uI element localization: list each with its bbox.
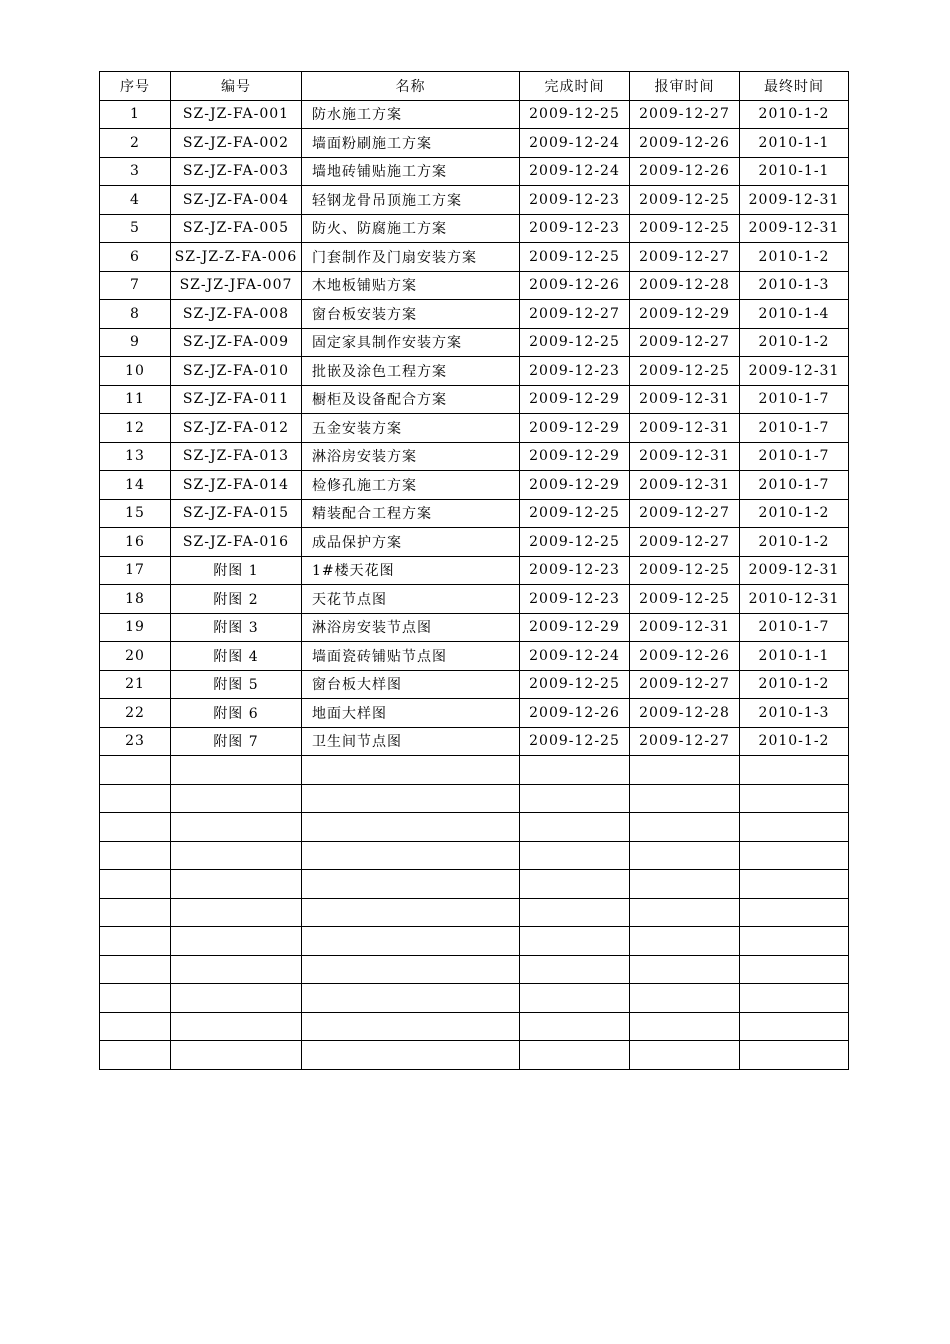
- name-cell: 墙面粉刷施工方案: [302, 129, 520, 158]
- seq-cell: [100, 927, 171, 956]
- header-row: [100, 72, 849, 101]
- review-time-cell: [630, 784, 740, 813]
- completion-time-cell: 2009-12-24: [520, 642, 630, 671]
- seq-cell: 16: [100, 528, 171, 557]
- code-cell: SZ-JZ-FA-005: [171, 214, 302, 243]
- completion-time-cell: [520, 841, 630, 870]
- seq-cell: 21: [100, 670, 171, 699]
- name-cell: [302, 870, 520, 899]
- review-time-cell: [630, 813, 740, 842]
- review-time-cell: 2009-12-25: [630, 585, 740, 614]
- final-time-cell: 2010-1-3: [740, 271, 849, 300]
- final-time-cell: 2009-12-31: [740, 556, 849, 585]
- code-cell: SZ-JZ-FA-016: [171, 528, 302, 557]
- name-cell: 墙地砖铺贴施工方案: [302, 157, 520, 186]
- review-time-cell: 2009-12-25: [630, 214, 740, 243]
- table-row: [100, 699, 849, 728]
- review-time-cell: [630, 898, 740, 927]
- completion-time-cell: 2009-12-26: [520, 271, 630, 300]
- table-body: [100, 100, 849, 1069]
- name-cell: 轻钢龙骨吊顶施工方案: [302, 186, 520, 215]
- table-header: [100, 72, 849, 101]
- table-row: [100, 129, 849, 158]
- header-code: 编号: [171, 72, 302, 101]
- table-row: [100, 1041, 849, 1070]
- code-cell: 附图 6: [171, 699, 302, 728]
- schedule-table: [99, 71, 849, 1070]
- name-cell: [302, 955, 520, 984]
- seq-cell: [100, 1041, 171, 1070]
- completion-time-cell: [520, 756, 630, 785]
- final-time-cell: 2009-12-31: [740, 186, 849, 215]
- final-time-cell: [740, 784, 849, 813]
- seq-cell: 8: [100, 300, 171, 329]
- code-cell: [171, 984, 302, 1013]
- seq-cell: [100, 870, 171, 899]
- completion-time-cell: 2009-12-27: [520, 300, 630, 329]
- code-cell: 附图 1: [171, 556, 302, 585]
- review-time-cell: [630, 841, 740, 870]
- table-row: [100, 670, 849, 699]
- name-cell: 固定家具制作安装方案: [302, 328, 520, 357]
- final-time-cell: [740, 955, 849, 984]
- completion-time-cell: 2009-12-26: [520, 699, 630, 728]
- review-time-cell: 2009-12-27: [630, 328, 740, 357]
- review-time-cell: 2009-12-26: [630, 129, 740, 158]
- table-row: [100, 984, 849, 1013]
- review-time-cell: 2009-12-31: [630, 442, 740, 471]
- final-time-cell: [740, 813, 849, 842]
- table-row: [100, 385, 849, 414]
- code-cell: SZ-JZ-FA-003: [171, 157, 302, 186]
- review-time-cell: 2009-12-25: [630, 556, 740, 585]
- name-cell: 门套制作及门扇安装方案: [302, 243, 520, 272]
- name-cell: 地面大样图: [302, 699, 520, 728]
- final-time-cell: 2010-1-2: [740, 499, 849, 528]
- completion-time-cell: 2009-12-24: [520, 129, 630, 158]
- code-cell: [171, 955, 302, 984]
- table-row: [100, 756, 849, 785]
- code-cell: [171, 756, 302, 785]
- code-cell: [171, 841, 302, 870]
- review-time-cell: 2009-12-31: [630, 385, 740, 414]
- name-cell: 窗台板大样图: [302, 670, 520, 699]
- name-cell: 批嵌及涂色工程方案: [302, 357, 520, 386]
- completion-time-cell: 2009-12-25: [520, 243, 630, 272]
- name-cell: 防水施工方案: [302, 100, 520, 129]
- review-time-cell: 2009-12-25: [630, 186, 740, 215]
- seq-cell: [100, 898, 171, 927]
- table-row: [100, 186, 849, 215]
- completion-time-cell: 2009-12-29: [520, 414, 630, 443]
- review-time-cell: 2009-12-29: [630, 300, 740, 329]
- completion-time-cell: 2009-12-25: [520, 727, 630, 756]
- table-row: [100, 556, 849, 585]
- seq-cell: 5: [100, 214, 171, 243]
- seq-cell: 10: [100, 357, 171, 386]
- review-time-cell: 2009-12-27: [630, 100, 740, 129]
- seq-cell: 14: [100, 471, 171, 500]
- seq-cell: [100, 1012, 171, 1041]
- final-time-cell: 2010-1-7: [740, 471, 849, 500]
- code-cell: SZ-JZ-FA-012: [171, 414, 302, 443]
- code-cell: SZ-JZ-FA-015: [171, 499, 302, 528]
- final-time-cell: 2010-1-2: [740, 100, 849, 129]
- seq-cell: 4: [100, 186, 171, 215]
- seq-cell: 15: [100, 499, 171, 528]
- completion-time-cell: 2009-12-24: [520, 157, 630, 186]
- review-time-cell: [630, 1041, 740, 1070]
- header-review-time: 报审时间: [630, 72, 740, 101]
- final-time-cell: [740, 1041, 849, 1070]
- final-time-cell: 2010-1-2: [740, 528, 849, 557]
- seq-cell: 18: [100, 585, 171, 614]
- name-cell: 墙面瓷砖铺贴节点图: [302, 642, 520, 671]
- completion-time-cell: 2009-12-23: [520, 214, 630, 243]
- code-cell: SZ-JZ-FA-004: [171, 186, 302, 215]
- final-time-cell: [740, 898, 849, 927]
- review-time-cell: 2009-12-25: [630, 357, 740, 386]
- review-time-cell: 2009-12-31: [630, 414, 740, 443]
- final-time-cell: 2010-1-2: [740, 328, 849, 357]
- table-row: [100, 870, 849, 899]
- name-cell: 1#楼天花图: [302, 556, 520, 585]
- completion-time-cell: [520, 1012, 630, 1041]
- seq-cell: 2: [100, 129, 171, 158]
- code-cell: 附图 4: [171, 642, 302, 671]
- final-time-cell: 2010-12-31: [740, 585, 849, 614]
- completion-time-cell: 2009-12-23: [520, 556, 630, 585]
- final-time-cell: 2009-12-31: [740, 357, 849, 386]
- code-cell: SZ-JZ-FA-014: [171, 471, 302, 500]
- seq-cell: [100, 984, 171, 1013]
- table-row: [100, 157, 849, 186]
- completion-time-cell: [520, 813, 630, 842]
- code-cell: SZ-JZ-FA-010: [171, 357, 302, 386]
- final-time-cell: 2009-12-31: [740, 214, 849, 243]
- completion-time-cell: [520, 898, 630, 927]
- name-cell: 防火、防腐施工方案: [302, 214, 520, 243]
- seq-cell: [100, 841, 171, 870]
- seq-cell: 19: [100, 613, 171, 642]
- table-row: [100, 271, 849, 300]
- seq-cell: 1: [100, 100, 171, 129]
- name-cell: 窗台板安装方案: [302, 300, 520, 329]
- final-time-cell: 2010-1-7: [740, 414, 849, 443]
- completion-time-cell: 2009-12-29: [520, 613, 630, 642]
- completion-time-cell: 2009-12-25: [520, 328, 630, 357]
- completion-time-cell: [520, 927, 630, 956]
- table-row: [100, 955, 849, 984]
- name-cell: 淋浴房安装方案: [302, 442, 520, 471]
- final-time-cell: 2010-1-7: [740, 613, 849, 642]
- table-row: [100, 328, 849, 357]
- name-cell: 成品保护方案: [302, 528, 520, 557]
- final-time-cell: 2010-1-2: [740, 243, 849, 272]
- final-time-cell: [740, 870, 849, 899]
- table-row: [100, 613, 849, 642]
- name-cell: [302, 1012, 520, 1041]
- seq-cell: [100, 955, 171, 984]
- code-cell: 附图 3: [171, 613, 302, 642]
- completion-time-cell: 2009-12-25: [520, 100, 630, 129]
- name-cell: [302, 756, 520, 785]
- completion-time-cell: [520, 784, 630, 813]
- code-cell: SZ-JZ-FA-013: [171, 442, 302, 471]
- table-row: [100, 585, 849, 614]
- name-cell: [302, 841, 520, 870]
- table-row: [100, 442, 849, 471]
- name-cell: [302, 984, 520, 1013]
- code-cell: SZ-JZ-JFA-007: [171, 271, 302, 300]
- review-time-cell: 2009-12-31: [630, 471, 740, 500]
- code-cell: 附图 7: [171, 727, 302, 756]
- completion-time-cell: 2009-12-23: [520, 357, 630, 386]
- table-row: [100, 813, 849, 842]
- final-time-cell: 2010-1-3: [740, 699, 849, 728]
- code-cell: [171, 1041, 302, 1070]
- review-time-cell: 2009-12-31: [630, 613, 740, 642]
- review-time-cell: [630, 955, 740, 984]
- final-time-cell: [740, 841, 849, 870]
- completion-time-cell: 2009-12-23: [520, 186, 630, 215]
- code-cell: [171, 813, 302, 842]
- table-row: [100, 1012, 849, 1041]
- table-row: [100, 642, 849, 671]
- table-row: [100, 471, 849, 500]
- review-time-cell: 2009-12-27: [630, 499, 740, 528]
- table-row: [100, 357, 849, 386]
- table-row: [100, 414, 849, 443]
- review-time-cell: [630, 984, 740, 1013]
- final-time-cell: 2010-1-1: [740, 129, 849, 158]
- final-time-cell: [740, 1012, 849, 1041]
- name-cell: [302, 1041, 520, 1070]
- final-time-cell: 2010-1-2: [740, 670, 849, 699]
- review-time-cell: [630, 927, 740, 956]
- completion-time-cell: 2009-12-29: [520, 471, 630, 500]
- code-cell: SZ-JZ-FA-009: [171, 328, 302, 357]
- review-time-cell: 2009-12-27: [630, 528, 740, 557]
- name-cell: [302, 784, 520, 813]
- table-row: [100, 528, 849, 557]
- seq-cell: 17: [100, 556, 171, 585]
- completion-time-cell: 2009-12-23: [520, 585, 630, 614]
- table-row: [100, 784, 849, 813]
- completion-time-cell: [520, 870, 630, 899]
- code-cell: 附图 5: [171, 670, 302, 699]
- final-time-cell: 2010-1-7: [740, 385, 849, 414]
- name-cell: [302, 813, 520, 842]
- completion-time-cell: [520, 955, 630, 984]
- completion-time-cell: 2009-12-29: [520, 442, 630, 471]
- table-row: [100, 214, 849, 243]
- completion-time-cell: [520, 984, 630, 1013]
- table-row: [100, 841, 849, 870]
- review-time-cell: [630, 756, 740, 785]
- name-cell: 天花节点图: [302, 585, 520, 614]
- table-row: [100, 898, 849, 927]
- seq-cell: 11: [100, 385, 171, 414]
- name-cell: 卫生间节点图: [302, 727, 520, 756]
- seq-cell: 7: [100, 271, 171, 300]
- name-cell: 橱柜及设备配合方案: [302, 385, 520, 414]
- seq-cell: 12: [100, 414, 171, 443]
- header-name: 名称: [302, 72, 520, 101]
- review-time-cell: [630, 870, 740, 899]
- name-cell: [302, 898, 520, 927]
- completion-time-cell: [520, 1041, 630, 1070]
- code-cell: [171, 870, 302, 899]
- code-cell: SZ-JZ-Z-FA-006: [171, 243, 302, 272]
- final-time-cell: 2010-1-1: [740, 157, 849, 186]
- header-completion-time: 完成时间: [520, 72, 630, 101]
- seq-cell: [100, 756, 171, 785]
- seq-cell: [100, 813, 171, 842]
- code-cell: [171, 898, 302, 927]
- code-cell: SZ-JZ-FA-001: [171, 100, 302, 129]
- completion-time-cell: 2009-12-25: [520, 528, 630, 557]
- name-cell: 木地板铺贴方案: [302, 271, 520, 300]
- final-time-cell: 2010-1-1: [740, 642, 849, 671]
- code-cell: 附图 2: [171, 585, 302, 614]
- name-cell: 淋浴房安装节点图: [302, 613, 520, 642]
- name-cell: 精装配合工程方案: [302, 499, 520, 528]
- header-seq: 序号: [100, 72, 171, 101]
- name-cell: [302, 927, 520, 956]
- review-time-cell: 2009-12-28: [630, 699, 740, 728]
- code-cell: [171, 784, 302, 813]
- final-time-cell: [740, 756, 849, 785]
- final-time-cell: 2010-1-7: [740, 442, 849, 471]
- code-cell: SZ-JZ-FA-002: [171, 129, 302, 158]
- review-time-cell: 2009-12-26: [630, 642, 740, 671]
- code-cell: [171, 1012, 302, 1041]
- code-cell: [171, 927, 302, 956]
- table-row: [100, 243, 849, 272]
- table-row: [100, 727, 849, 756]
- review-time-cell: 2009-12-27: [630, 727, 740, 756]
- review-time-cell: [630, 1012, 740, 1041]
- seq-cell: 22: [100, 699, 171, 728]
- seq-cell: 3: [100, 157, 171, 186]
- seq-cell: 13: [100, 442, 171, 471]
- code-cell: SZ-JZ-FA-008: [171, 300, 302, 329]
- final-time-cell: [740, 984, 849, 1013]
- final-time-cell: [740, 927, 849, 956]
- name-cell: 五金安装方案: [302, 414, 520, 443]
- review-time-cell: 2009-12-28: [630, 271, 740, 300]
- seq-cell: 9: [100, 328, 171, 357]
- table-row: [100, 100, 849, 129]
- code-cell: SZ-JZ-FA-011: [171, 385, 302, 414]
- header-final-time: 最终时间: [740, 72, 849, 101]
- review-time-cell: 2009-12-26: [630, 157, 740, 186]
- name-cell: 检修孔施工方案: [302, 471, 520, 500]
- table-row: [100, 927, 849, 956]
- completion-time-cell: 2009-12-29: [520, 385, 630, 414]
- table-row: [100, 300, 849, 329]
- final-time-cell: 2010-1-2: [740, 727, 849, 756]
- review-time-cell: 2009-12-27: [630, 243, 740, 272]
- completion-time-cell: 2009-12-25: [520, 670, 630, 699]
- seq-cell: 20: [100, 642, 171, 671]
- completion-time-cell: 2009-12-25: [520, 499, 630, 528]
- table-row: [100, 499, 849, 528]
- review-time-cell: 2009-12-27: [630, 670, 740, 699]
- seq-cell: 23: [100, 727, 171, 756]
- seq-cell: 6: [100, 243, 171, 272]
- seq-cell: [100, 784, 171, 813]
- final-time-cell: 2010-1-4: [740, 300, 849, 329]
